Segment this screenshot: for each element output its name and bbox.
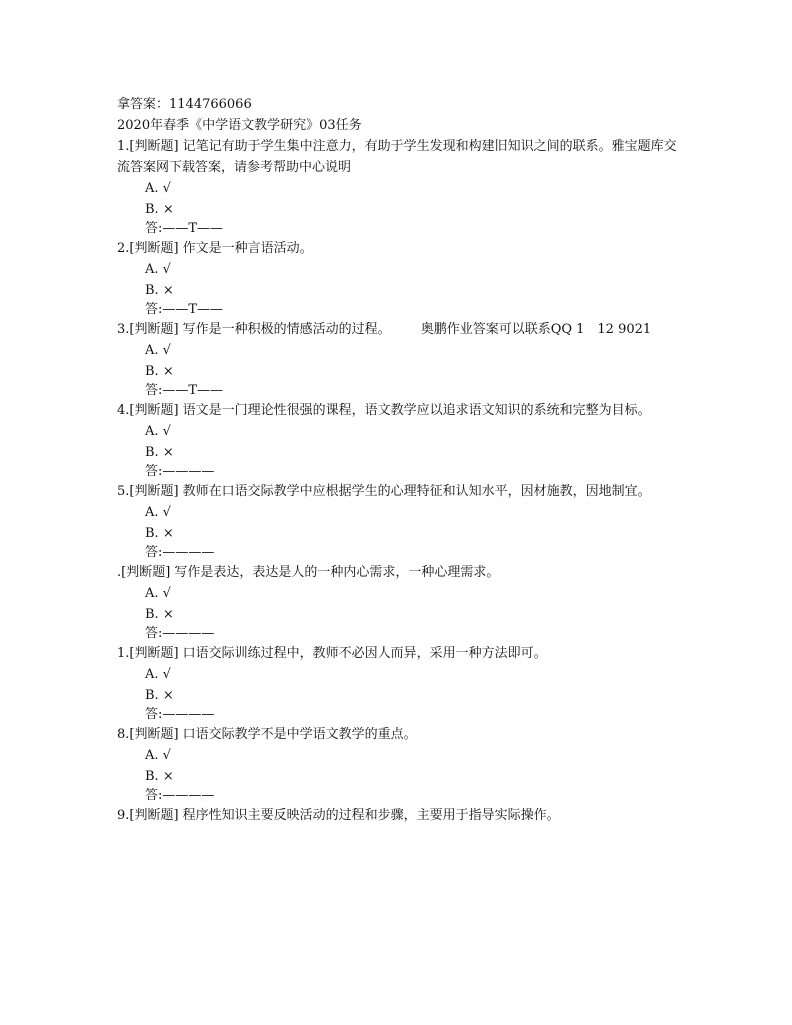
option-a: A. √ (145, 748, 171, 763)
answer-line: 答:———— (145, 707, 215, 722)
question-text: 4.[判断题] 语文是一门理论性很强的课程，语文教学应以追求语文知识的系统和完整为目标。 (117, 403, 651, 418)
question-text: 2.[判断题] 作文是一种言语活动。 (117, 241, 313, 256)
document-title: 2020年春季《中学语文教学研究》03任务 (117, 118, 362, 133)
answer-line: 答:——T—— (145, 221, 224, 236)
option-b: B. × (145, 364, 174, 379)
answer-line: 答:———— (145, 545, 215, 560)
option-a: A. √ (145, 505, 171, 520)
answer-line: 答:———— (145, 464, 215, 479)
question-text: 3.[判断题] 写作是一种积极的情感活动的过程。 (117, 322, 391, 337)
option-b: B. × (145, 283, 174, 298)
answer-line: 答:———— (145, 788, 215, 803)
option-b: B. × (145, 607, 174, 622)
question-text: 5.[判断题] 教师在口语交际教学中应根据学生的心理特征和认知水平，因材施教，因地制宜。 (117, 484, 651, 499)
option-a: A. √ (145, 181, 171, 196)
answer-line: 答:———— (145, 626, 215, 641)
promo-note: 奥鹏作业答案可以联系QQ 1 12 9021 (420, 322, 652, 337)
option-a: A. √ (145, 667, 171, 682)
option-b: B. × (145, 202, 174, 217)
answer-line: 答:——T—— (145, 302, 224, 317)
answer-line: 答:——T—— (145, 383, 224, 398)
question-text: .[判断题] 写作是表达，表达是人的一种内心需求，一种心理需求。 (117, 565, 500, 580)
option-a: A. √ (145, 262, 171, 277)
option-a: A. √ (145, 343, 171, 358)
option-b: B. × (145, 688, 174, 703)
option-b: B. × (145, 526, 174, 541)
option-b: B. × (145, 769, 174, 784)
question-text: 8.[判断题] 口语交际教学不是中学语文教学的重点。 (117, 727, 417, 742)
document-content (117, 94, 677, 826)
contact-line: 拿答案：1144766066 (117, 97, 252, 112)
option-a: A. √ (145, 586, 171, 601)
option-b: B. × (145, 445, 174, 460)
question-row (117, 319, 677, 340)
question-text: 9.[判断题] 程序性知识主要反映活动的过程和步骤，主要用于指导实际操作。 (117, 808, 560, 823)
question-text: 1.[判断题] 记笔记有助于学生集中注意力，有助于学生发现和构建旧知识之间的联系。雅宝题库交流答案网下载答案，请参考帮助中心说明 (117, 139, 677, 175)
option-a: A. √ (145, 424, 171, 439)
question-text: 1.[判断题] 口语交际训练过程中，教师不必因人而异，采用一种方法即可。 (117, 646, 547, 661)
